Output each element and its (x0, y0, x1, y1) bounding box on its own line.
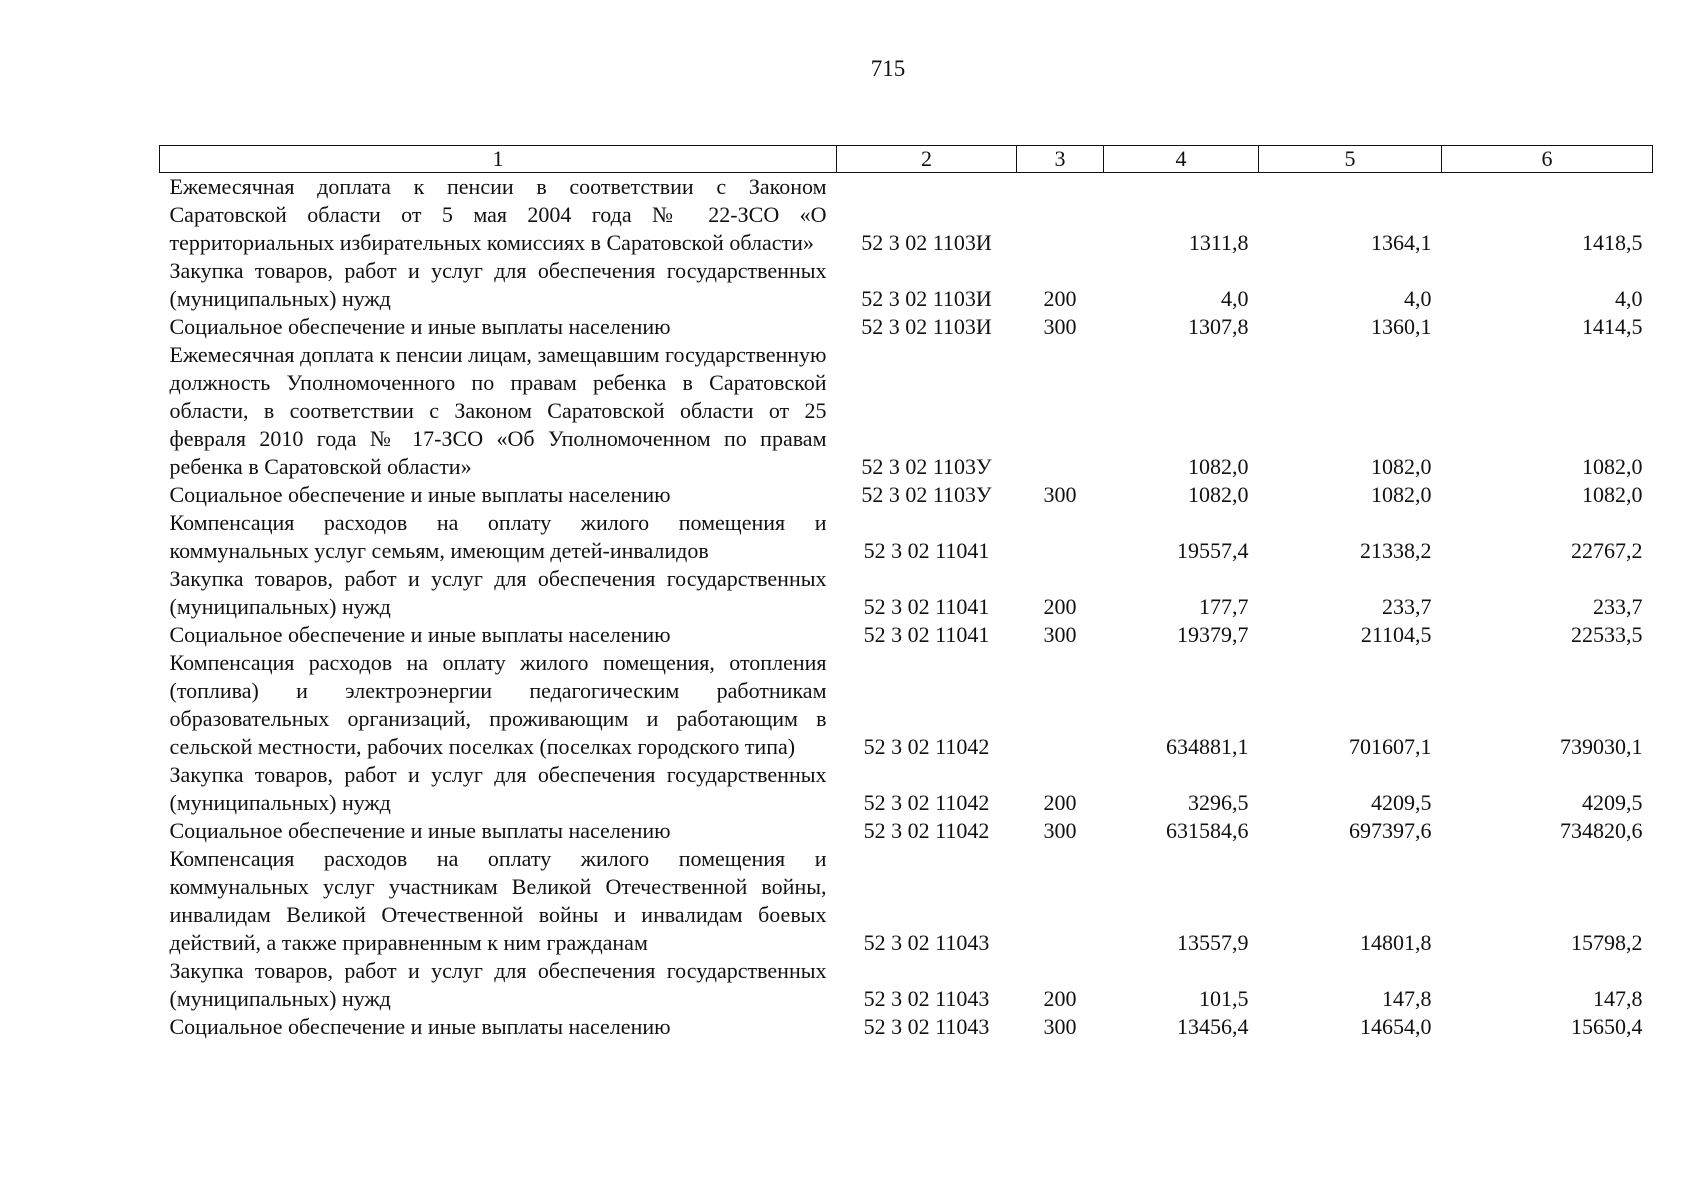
table-row (160, 1013, 1653, 1041)
budget-table (159, 145, 1653, 1041)
row-value-4-cell: 13557,9 (1177, 930, 1249, 955)
header-row (160, 146, 1653, 173)
row-value-4-cell: 1311,8 (1188, 230, 1249, 255)
row-value-6-cell: 22533,5 (1571, 622, 1643, 647)
row-value-4-cell: 3296,5 (1188, 790, 1249, 815)
row-code-cell: 52 3 02 11042 (863, 790, 990, 815)
row-value-6-cell: 1414,5 (1582, 314, 1643, 339)
row-expense-type-cell: 200 (1043, 986, 1077, 1011)
row-name-cell: Социальное обеспечение и иные выплаты населению (169, 314, 671, 339)
row-name-cell: Закупка товаров, работ и услуг для обеспечения государственных (муниципальных) нужд (169, 958, 827, 1011)
row-value-6-cell: 147,8 (1593, 986, 1643, 1011)
column-header-5: 5 (1259, 146, 1442, 173)
row-value-5-cell: 1082,0 (1371, 454, 1432, 479)
table-row (160, 621, 1653, 649)
table-row (160, 565, 1653, 621)
row-value-5-cell: 21338,2 (1360, 538, 1432, 563)
column-header-3: 3 (1017, 146, 1104, 173)
row-value-4-cell: 19557,4 (1177, 538, 1249, 563)
row-value-4-cell: 634881,1 (1166, 734, 1249, 759)
row-code-cell: 52 3 02 11042 (863, 734, 990, 759)
row-name-cell: Ежемесячная доплата к пенсии в соответствии с Законом Саратовской области от 5 мая 2004 года № 22-ЗСО «О территориальных избирательных комиссиях в Саратовской области» (169, 174, 827, 255)
table-row (160, 509, 1653, 565)
table-row (160, 341, 1653, 481)
row-name-cell: Компенсация расходов на оплату жилого помещения, отопления (топлива) и электроэнергии педагогическим работникам образовательных организаций, проживающим и работающим в сельской местности, рабочих поселках (поселках городского типа) (169, 650, 827, 759)
table-row (160, 845, 1653, 957)
row-value-4-cell: 4,0 (1221, 286, 1249, 311)
row-expense-type-cell: 300 (1043, 314, 1077, 339)
row-name-cell: Закупка товаров, работ и услуг для обеспечения государственных (муниципальных) нужд (169, 258, 827, 311)
row-name-cell: Закупка товаров, работ и услуг для обеспечения государственных (муниципальных) нужд (169, 762, 827, 815)
row-value-6-cell: 4,0 (1615, 286, 1643, 311)
row-value-6-cell: 1082,0 (1582, 482, 1643, 507)
column-header-4: 4 (1104, 146, 1259, 173)
row-value-6-cell: 739030,1 (1560, 734, 1643, 759)
row-code-cell: 52 3 02 11043 (863, 986, 990, 1011)
row-code-cell: 52 3 02 11041 (863, 622, 990, 647)
row-value-6-cell: 22767,2 (1571, 538, 1643, 563)
table-row (160, 313, 1653, 341)
table-row (160, 257, 1653, 313)
row-expense-type-cell (1017, 173, 1104, 258)
row-code-cell: 52 3 02 1103И (861, 286, 992, 311)
row-name-cell: Ежемесячная доплата к пенсии лицам, замещавшим государственную должность Уполномоченного по правам ребенка в Саратовской области, в соответствии с Законом Саратовской области от 25 февраля 2010 года № 17-ЗСО «Об Уполномоченном по правам ребенка в Саратовской области» (169, 342, 827, 479)
page-number: 715 (870, 56, 906, 81)
row-code-cell: 52 3 02 11043 (863, 930, 990, 955)
row-value-4-cell: 1082,0 (1188, 454, 1249, 479)
row-name-cell: Компенсация расходов на оплату жилого помещения и коммунальных услуг семьям, имеющим детей-инвалидов (169, 510, 827, 563)
row-value-5-cell: 4209,5 (1371, 790, 1432, 815)
table-header (160, 146, 1653, 173)
row-value-5-cell: 147,8 (1382, 986, 1432, 1011)
row-expense-type-cell (1017, 509, 1104, 565)
table-row (160, 173, 1653, 258)
row-value-5-cell: 21104,5 (1360, 622, 1432, 647)
row-code-cell: 52 3 02 1103У (861, 454, 992, 479)
column-header-6: 6 (1442, 146, 1653, 173)
row-code-cell: 52 3 02 11043 (863, 1014, 990, 1039)
row-expense-type-cell: 300 (1043, 482, 1077, 507)
row-value-4-cell: 1307,8 (1188, 314, 1249, 339)
row-value-4-cell: 13456,4 (1177, 1014, 1249, 1039)
table-row (160, 481, 1653, 509)
row-value-6-cell: 233,7 (1593, 594, 1643, 619)
row-value-4-cell: 177,7 (1199, 594, 1249, 619)
row-value-5-cell: 233,7 (1382, 594, 1432, 619)
row-name-cell: Социальное обеспечение и иные выплаты населению (169, 1014, 671, 1039)
row-code-cell: 52 3 02 1103У (861, 482, 992, 507)
row-value-5-cell: 14654,0 (1360, 1014, 1432, 1039)
row-expense-type-cell (1017, 341, 1104, 481)
row-value-6-cell: 734820,6 (1560, 818, 1643, 843)
row-value-4-cell: 101,5 (1199, 986, 1249, 1011)
row-value-5-cell: 14801,8 (1360, 930, 1432, 955)
row-value-5-cell: 701607,1 (1349, 734, 1432, 759)
row-code-cell: 52 3 02 1103И (861, 314, 992, 339)
row-expense-type-cell: 200 (1043, 594, 1077, 619)
row-value-4-cell: 19379,7 (1177, 622, 1249, 647)
row-value-6-cell: 15798,2 (1571, 930, 1643, 955)
row-value-5-cell: 1360,1 (1371, 314, 1432, 339)
row-value-5-cell: 697397,6 (1349, 818, 1432, 843)
table-row (160, 817, 1653, 845)
row-value-6-cell: 1418,5 (1582, 230, 1643, 255)
row-value-6-cell: 4209,5 (1582, 790, 1643, 815)
row-expense-type-cell: 300 (1043, 818, 1077, 843)
row-code-cell: 52 3 02 11042 (863, 818, 990, 843)
row-expense-type-cell: 200 (1043, 790, 1077, 815)
row-code-cell: 52 3 02 11041 (863, 538, 990, 563)
row-value-5-cell: 1364,1 (1371, 230, 1432, 255)
row-value-4-cell: 631584,6 (1166, 818, 1249, 843)
row-code-cell: 52 3 02 1103И (861, 230, 992, 255)
row-name-cell: Закупка товаров, работ и услуг для обеспечения государственных (муниципальных) нужд (169, 566, 827, 619)
row-value-4-cell: 1082,0 (1188, 482, 1249, 507)
table-row (160, 761, 1653, 817)
row-expense-type-cell: 300 (1043, 622, 1077, 647)
row-expense-type-cell (1017, 649, 1104, 761)
row-name-cell: Социальное обеспечение и иные выплаты населению (169, 818, 671, 843)
row-expense-type-cell (1017, 845, 1104, 957)
table-row (160, 957, 1653, 1013)
row-name-cell: Социальное обеспечение и иные выплаты населению (169, 482, 671, 507)
row-value-5-cell: 4,0 (1404, 286, 1432, 311)
table-body (160, 173, 1653, 1042)
table-row (160, 649, 1653, 761)
row-code-cell: 52 3 02 11041 (863, 594, 990, 619)
row-name-cell: Компенсация расходов на оплату жилого помещения и коммунальных услуг участникам Великой Отечественной войны, инвалидам Великой Отечественной войны и инвалидам боевых действий, а также приравненным к ним гражданам (169, 846, 827, 955)
row-value-6-cell: 1082,0 (1582, 454, 1643, 479)
column-header-2: 2 (837, 146, 1017, 173)
row-value-5-cell: 1082,0 (1371, 482, 1432, 507)
column-header-1: 1 (160, 146, 837, 173)
row-expense-type-cell: 300 (1043, 1014, 1077, 1039)
row-expense-type-cell: 200 (1043, 286, 1077, 311)
row-name-cell: Социальное обеспечение и иные выплаты населению (169, 622, 671, 647)
row-value-6-cell: 15650,4 (1571, 1014, 1643, 1039)
